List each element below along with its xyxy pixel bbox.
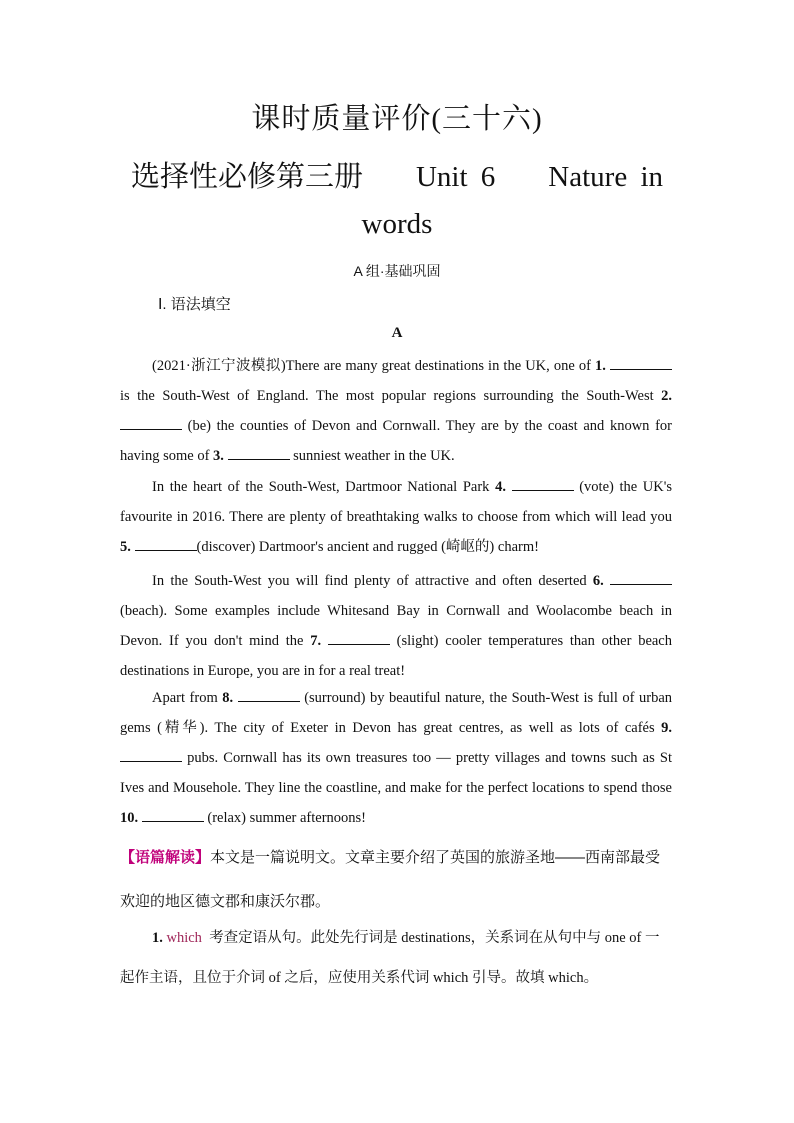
group-heading: A 组·基础巩固 [353, 263, 441, 279]
unit-title-continued: words [361, 208, 433, 240]
answer-text: 考查定语从句。此处先行词是 destinations，关系词在从句中与 one of 一起作主语，且位于介词 of 之后，应使用关系代词 which 引导。故填 which。 [120, 930, 660, 986]
passage-text: sunniest weather in the UK. [289, 448, 455, 464]
answer-explanation-1 [120, 918, 672, 998]
passage-text: Apart from [152, 690, 223, 706]
passage-text: (vote) the UK's favourite in 2016. There are plenty of breathtaking walks to choose from which will lead you [120, 479, 673, 525]
page-title: 课时质量评价(三十六) [251, 103, 543, 135]
passage-text: (be) the counties of Devon and Cornwall. They are by the coast and known for having some of [120, 418, 672, 464]
answer-blank[interactable] [512, 476, 574, 491]
answer-blank[interactable] [120, 415, 182, 430]
passage-paragraph-2 [120, 472, 672, 562]
answer-blank[interactable] [228, 445, 290, 460]
passage-text: (2021·浙江宁波模拟)There are many great destinations in the UK, one of [152, 358, 596, 374]
blank-number: 5. [120, 539, 135, 555]
blank-number: 9. [661, 720, 672, 736]
interpretation-text: 本文是一篇说明文。文章主要介绍了英国的旅游圣地——西南部最受欢迎的地区德文郡和康沃尔郡。 [120, 849, 661, 910]
blank-number: 10. [120, 810, 142, 826]
unit-title: 选择性必修第三册 Unit 6 Nature in [130, 161, 663, 193]
answer-blank[interactable] [135, 536, 197, 551]
passage-paragraph-3 [120, 566, 672, 686]
passage-text: pubs. Cornwall has its own treasures too — pretty villages and towns such as St Ives and Mousehole. They line the coastline, and make for the perfect locations to spend those [120, 750, 672, 796]
answer-blank[interactable] [142, 807, 204, 822]
answer-blank[interactable] [120, 747, 182, 762]
passage-text: (discover) Dartmoor's ancient and rugged (崎岖的) charm! [196, 539, 539, 555]
blank-number: 7. [310, 633, 328, 649]
blank-number: 8. [222, 690, 238, 706]
passage-text: (surround) by beautiful nature, the South-West is full of urban gems (精华). The city of Exeter in Devon has great centres, as well as lots of cafés [120, 690, 672, 736]
blank-number: 3. [213, 448, 228, 464]
section-heading: Ⅰ. 语法填空 [158, 296, 231, 313]
blank-number: 4. [495, 479, 512, 495]
answer-word: which [166, 930, 202, 946]
answer-number: 1. [152, 930, 163, 946]
passage-text: In the South-West you will find plenty of attractive and often deserted [152, 573, 593, 589]
passage-text: (slight) cooler temperatures than other beach destinations in Europe, you are in for a real treat! [120, 633, 672, 679]
answer-blank[interactable] [610, 355, 672, 370]
interpretation-tag: 【语篇解读】 [120, 849, 211, 866]
passage-text: is the South-West of England. The most popular regions surrounding the South-West [120, 388, 662, 404]
blank-number: 2. [661, 388, 672, 404]
passage-paragraph-4 [120, 683, 672, 833]
passage-paragraph-1 [120, 351, 672, 471]
blank-number: 6. [592, 573, 611, 589]
passage-label: A [391, 325, 403, 341]
passage-text: (relax) summer afternoons! [203, 810, 367, 826]
answer-blank[interactable] [238, 687, 300, 702]
answer-blank[interactable] [328, 630, 390, 645]
passage-interpretation [120, 836, 672, 924]
passage-text: (beach). Some examples include Whitesand Bay in Cornwall and Woolacombe beach in Devon. If you don't mind the [120, 603, 672, 649]
answer-blank[interactable] [610, 570, 672, 585]
blank-number: 1. [595, 358, 610, 374]
passage-text: In the heart of the South-West, Dartmoor National Park [152, 479, 496, 495]
